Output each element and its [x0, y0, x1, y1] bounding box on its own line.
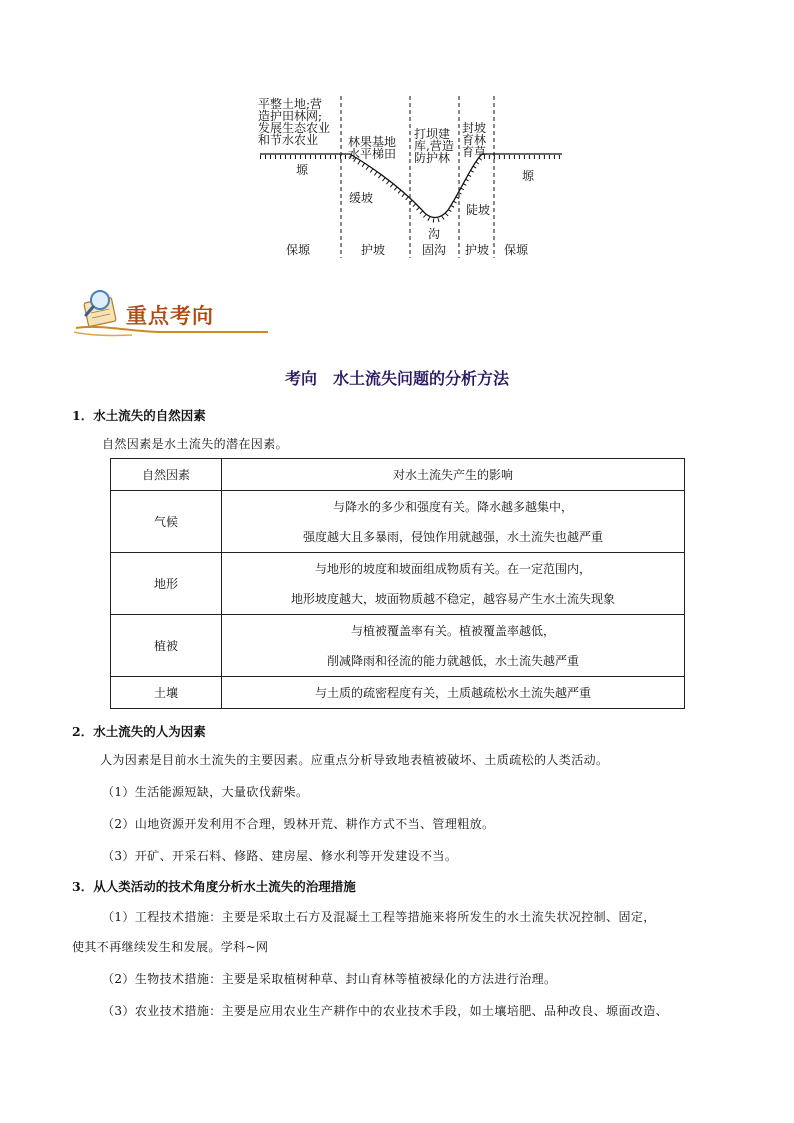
table-cell-factor: 植被 [111, 615, 222, 677]
section3-item: （1）工程技术措施：主要是采取土石方及混凝土工程等措施来将所发生的水土流失状况控制、固定， [102, 910, 656, 924]
table-row [111, 491, 685, 553]
section2-item: （3）开矿、开采石料、修路、建房屋、修水利等开发建设不当。 [102, 849, 458, 863]
measure-line: 造护田林网; [258, 109, 323, 123]
terrain-label-gentle-slope: 缓坡 [349, 191, 374, 205]
measure-line: 打坝建 [414, 127, 451, 141]
effect-line: 与降水的多少和强度有关。降水越多越集中， [332, 499, 573, 514]
table-row [111, 677, 685, 709]
section1-intro: 自然因素是水土流失的潜在因素。 [102, 437, 289, 451]
section3-item: （3）农业技术措施：主要是应用农业生产耕作中的农业技术手段，如土壤培肥、品种改良、塬面改造、 [102, 1004, 669, 1018]
section2-title: 2．水土流失的人为因素 [72, 724, 206, 739]
measure-line: 育林 [462, 133, 487, 147]
zone-label: 护坡 [361, 243, 386, 257]
measure-line: 防护林 [414, 151, 451, 165]
section3-title: 3．从人类活动的技术角度分析水土流失的治理措施 [72, 879, 356, 894]
effect-line: 地形坡度越大，坡面物质越不稳定，越容易产生水土流失现象 [290, 591, 615, 606]
measure-gully [414, 128, 454, 164]
terrain-label-steep-slope: 陡坡 [466, 203, 491, 217]
measure-line: 水平梯田 [348, 147, 397, 161]
measure-line: 库,营造 [414, 139, 454, 153]
banner-title: 重点考向 [126, 303, 214, 328]
measure-line: 发展生态农业 [258, 121, 331, 135]
measure-line: 平整土地;营 [258, 97, 323, 111]
terrain-label-plateau-right: 塬 [522, 169, 535, 183]
section2-item: （2）山地资源开发利用不合理，毁林开荒、耕作方式不当、管理粗放。 [102, 817, 495, 831]
table-header-cell: 自然因素 [111, 459, 222, 491]
measure-line: 和节水农业 [258, 133, 319, 147]
zone-label: 保塬 [504, 243, 529, 257]
table-cell-factor: 气候 [111, 491, 222, 553]
table-cell-effect [222, 491, 685, 553]
table-cell-effect [222, 615, 685, 677]
effect-line: 强度越大且多暴雨，侵蚀作用就越强，水土流失也越严重 [302, 529, 603, 544]
measure-line: 林果基地 [348, 135, 397, 149]
zone-label: 固沟 [422, 243, 447, 257]
table-cell-factor: 地形 [111, 553, 222, 615]
terrain-label-plateau-left: 塬 [296, 163, 309, 177]
zone-label: 护坡 [465, 243, 490, 257]
section3-item: （2）生物技术措施：主要是采取植树种草、封山育林等植被绿化的方法进行治理。 [102, 972, 557, 986]
table-row [111, 615, 685, 677]
section-heading: 考向 水土流失问题的分析方法 [284, 369, 509, 388]
effect-line: 与地形的坡度和坡面组成物质有关。在一定范围内， [314, 561, 591, 576]
effect-line: 与植被覆盖率有关。植被覆盖率越低， [350, 623, 555, 638]
table-cell-effect [222, 677, 685, 709]
measure-line: 封坡 [462, 121, 487, 135]
section3-item-continuation: 使其不再继续发生和发展。学科~网 [72, 940, 269, 954]
zone-label: 保塬 [286, 243, 311, 257]
key-direction-banner [72, 288, 268, 338]
table-header-cell: 对水土流失产生的影响 [222, 459, 685, 491]
section1-title: 1．水土流失的自然因素 [72, 408, 206, 423]
natural-factors-table [110, 458, 685, 709]
measure-steep-slope [462, 122, 486, 158]
table-cell-effect [222, 553, 685, 615]
effect-line: 与土质的疏密程度有关，土质越疏松水土流失越严重 [314, 685, 591, 700]
section2-item: （1）生活能源短缺，大量砍伐薪柴。 [102, 785, 309, 799]
terrain-label-gully: 沟 [428, 227, 441, 241]
table-row [111, 553, 685, 615]
measure-plateau-left [258, 98, 330, 146]
effect-line: 削减降雨和径流的能力就越低，水土流失越严重 [326, 653, 579, 668]
measure-gentle-slope [348, 136, 396, 160]
measure-line: 育草 [462, 145, 487, 159]
soil-conservation-diagram [250, 92, 580, 267]
section2-intro: 人为因素是目前水土流失的主要因素。应重点分析导致地表植被破坏、土质疏松的人类活动。 [100, 753, 609, 767]
table-header-row [111, 459, 685, 491]
table-cell-factor: 土壤 [111, 677, 222, 709]
